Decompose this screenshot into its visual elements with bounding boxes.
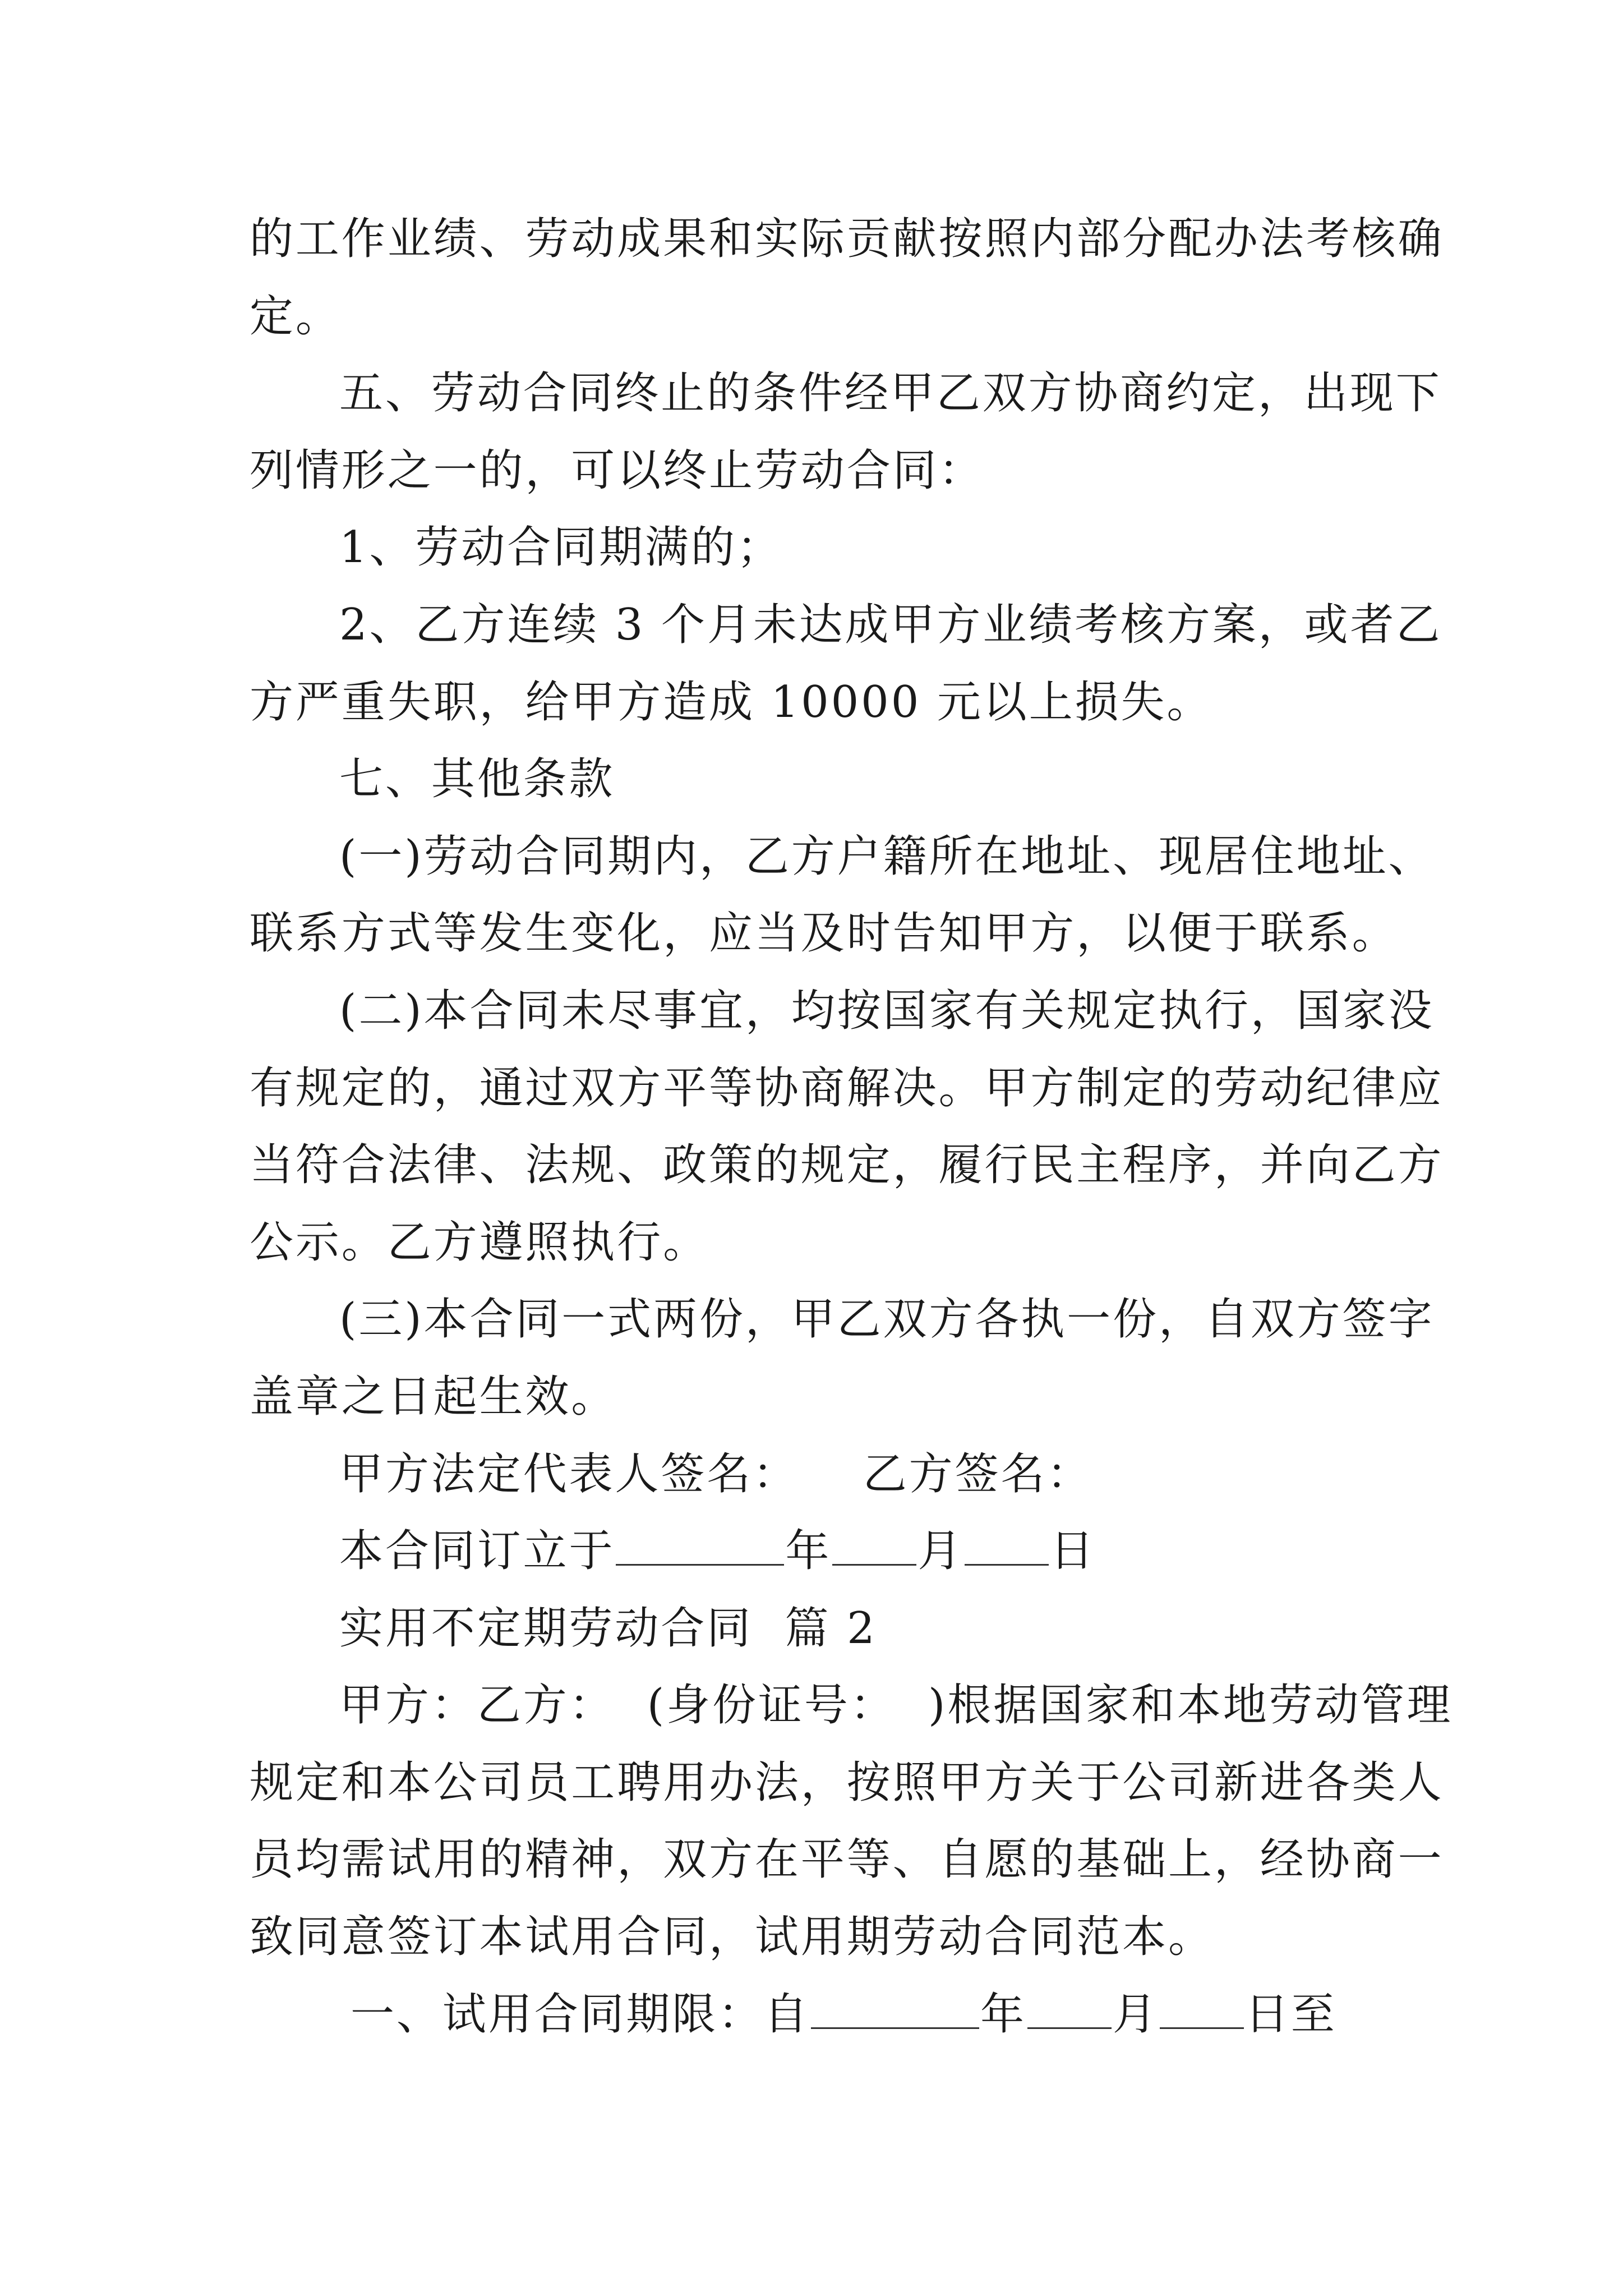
text-line: 联系方式等发生变化，应当及时告知甲方，以便于联系。 [250,908,1398,959]
month-blank [1027,1990,1112,2029]
year-label: 年 [785,1526,832,1577]
contract-date-line [250,1513,1408,1590]
month-label: 月 [917,1526,964,1577]
trial-period-prefix: 一、试用合同期限：自 [351,1989,810,2040]
text-line: (一)劳动合同期内，乙方户籍所在地址、现居住地址、 [339,831,1435,882]
text-line: 七、其他条款 [339,754,615,805]
text-line: 1、劳动合同期满的； [339,522,783,573]
year-label: 年 [980,1989,1026,2040]
text-line: 当符合法律、法规、政策的规定，履行民主程序，并向乙方 [250,1140,1444,1191]
text-line: (二)本合同未尽事宜，均按国家有关规定执行，国家没 [339,985,1435,1036]
text-line: 列情形之一的，可以终止劳动合同： [250,445,985,496]
text-line: 五、劳动合同终止的条件经甲乙双方协商约定，出现下 [339,368,1442,419]
text-line: (三)本合同一式两份，甲乙双方各执一份，自双方签字 [339,1294,1435,1345]
text-line: 有规定的，通过双方平等协商解决。甲方制定的劳动纪律应 [250,1062,1444,1114]
month-label: 月 [1112,1989,1159,2040]
date-prefix: 本合同订立于 [339,1526,615,1577]
day-label: 日至 [1244,1989,1337,2040]
year-blank [616,1527,784,1566]
text-line: 员均需试用的精神，双方在平等、自愿的基础上，经协商一 [250,1834,1444,1885]
text-line: 盖章之日起生效。 [250,1371,617,1422]
day-label: 日 [1050,1526,1096,1577]
text-line: 的工作业绩、劳动成果和实际贡献按照内部分配办法考核确 [250,214,1444,264]
text-line: 公示。乙方遵照执行。 [250,1217,709,1268]
day-blank [965,1527,1049,1566]
document-body [250,201,1453,2053]
signature-line: 甲方法定代表人签名： 乙方签名： [339,1448,1093,1499]
text-line: 致同意签订本试用合同，试用期劳动合同范本。 [250,1912,1214,1963]
text-line: 方严重失职，给甲方造成 10000 元以上损失。 [250,677,1213,728]
day-blank [1160,1990,1244,2029]
text-line: 规定和本公司员工聘用办法，按照甲方关于公司新进各类人 [250,1757,1444,1808]
year-blank [811,1990,979,2029]
month-blank [832,1527,916,1566]
section-title: 实用不定期劳动合同 篇 2 [339,1603,877,1654]
text-line: 定。 [250,291,342,342]
text-line: 2、乙方连续 3 个月未达成甲方业绩考核方案，或者乙 [339,599,1442,650]
text-line: 甲方：乙方： (身份证号： )根据国家和本地劳动管理 [339,1680,1453,1731]
trial-period-line [250,1976,1408,2054]
